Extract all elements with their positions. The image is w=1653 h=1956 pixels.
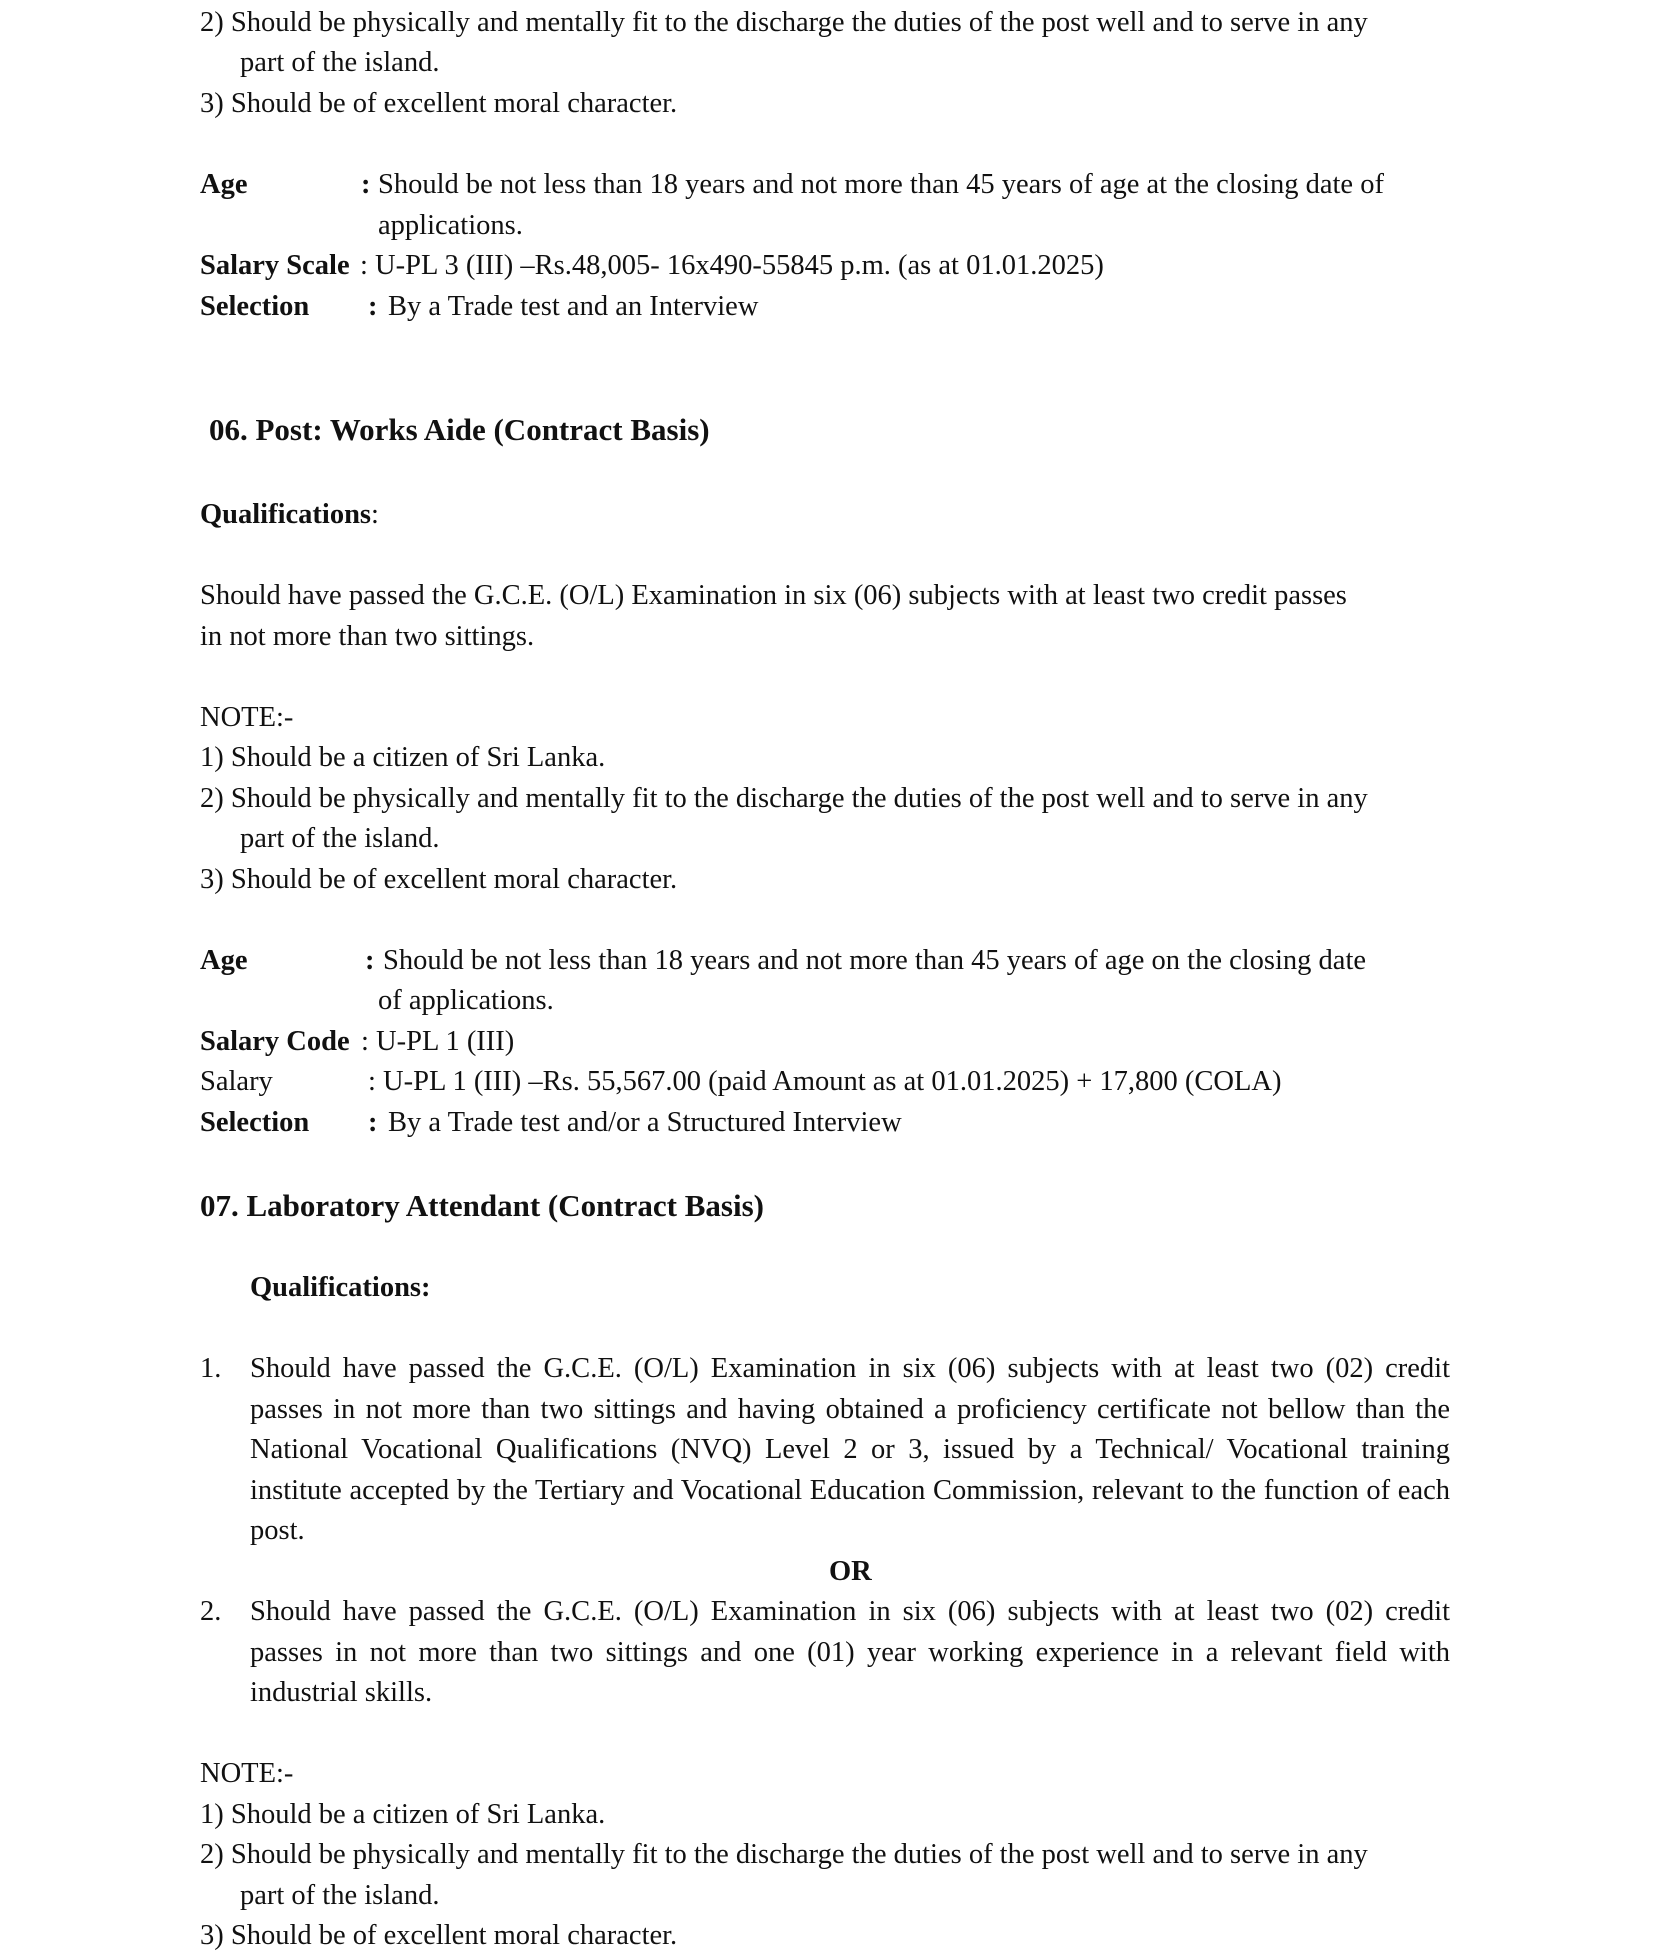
age-requirement-continuation: applications. [378,210,523,241]
note-item-2: 2) Should be physically and mentally fit to the discharge the duties of the post well and to serve in any [200,7,1368,38]
selection-colon: : [368,291,378,322]
note-label-06: NOTE:- [200,702,294,733]
age-requirement-06-continuation: of applications. [378,985,554,1016]
qualifications-heading-07: Qualifications: [250,1272,431,1303]
salary-scale-value: : U-PL 3 (III) –Rs.48,005- 16x490-55845 p.m. (as at 01.01.2025) [360,250,1104,281]
salary-code-value: : U-PL 1 (III) [361,1026,515,1057]
selection-label-06: Selection [200,1107,310,1138]
qualification-number-1: 1. [200,1353,222,1384]
qualification-number-2: 2. [200,1596,222,1627]
selection-value: By a Trade test and an Interview [388,291,759,322]
section-heading-07: 07. Laboratory Attendant (Contract Basis) [200,1188,764,1223]
note-item-3-06: 3) Should be of excellent moral character. [200,864,678,895]
note-label-07: NOTE:- [200,1758,294,1789]
qualification-item-2-text: Should have passed the G.C.E. (O/L) Examination in six (06) subjects with at least two (02) credit passes in not more than two sittings and one (01) year working experience in a relevant field with industrial skills. [250,1596,1450,1708]
age-label: Age [200,169,248,200]
age-label-06: Age [200,945,248,976]
selection-label: Selection [200,291,310,322]
age-colon-06: : [365,945,375,976]
note-item-3: 3) Should be of excellent moral character. [200,88,678,119]
selection-colon-06: : [368,1107,378,1138]
qualifications-heading-06: Qualifications: [200,499,379,530]
qualification-item-2 [250,1592,1450,1714]
note-item-1-07: 1) Should be a citizen of Sri Lanka. [200,1799,606,1830]
salary-label: Salary [200,1066,273,1097]
selection-value-06: By a Trade test and/or a Structured Interview [388,1107,902,1138]
qualification-item-1-text: Should have passed the G.C.E. (O/L) Examination in six (06) subjects with at least two (02) credit passes in not more than two sittings and having obtained a proficiency certificate not bellow than the National Vocational Qualifications (NVQ) Level 2 or 3, issued by a Technical/ Vocational training institute accepted by the Tertiary and Vocational Education Commission, relevant to the function of each post. [250,1353,1450,1546]
qualification-text-06-continuation: in not more than two sittings. [200,621,535,652]
note-item-2-06-continuation: part of the island. [240,823,440,854]
note-item-3-07: 3) Should be of excellent moral character. [200,1920,678,1951]
section-heading-06: 06. Post: Works Aide (Contract Basis) [209,412,710,447]
note-item-2-07: 2) Should be physically and mentally fit to the discharge the duties of the post well and to serve in any [200,1839,1368,1870]
note-item-2-06: 2) Should be physically and mentally fit to the discharge the duties of the post well and to serve in any [200,783,1368,814]
note-item-2-07-continuation: part of the island. [240,1880,440,1911]
age-requirement-06: Should be not less than 18 years and not more than 45 years of age on the closing date [383,945,1367,976]
salary-scale-label: Salary Scale [200,250,350,281]
note-item-1-06: 1) Should be a citizen of Sri Lanka. [200,742,606,773]
salary-code-label: Salary Code [200,1026,350,1057]
note-item-2-continuation: part of the island. [240,47,440,78]
salary-value: : U-PL 1 (III) –Rs. 55,567.00 (paid Amount as at 01.01.2025) + 17,800 (COLA) [368,1066,1282,1097]
qualification-item-1 [250,1349,1450,1552]
or-separator: OR [829,1556,872,1587]
qualification-text-06: Should have passed the G.C.E. (O/L) Examination in six (06) subjects with at least two credit passes [200,580,1347,611]
age-requirement: Should be not less than 18 years and not more than 45 years of age at the closing date of [378,169,1384,200]
age-colon: : [361,169,371,200]
